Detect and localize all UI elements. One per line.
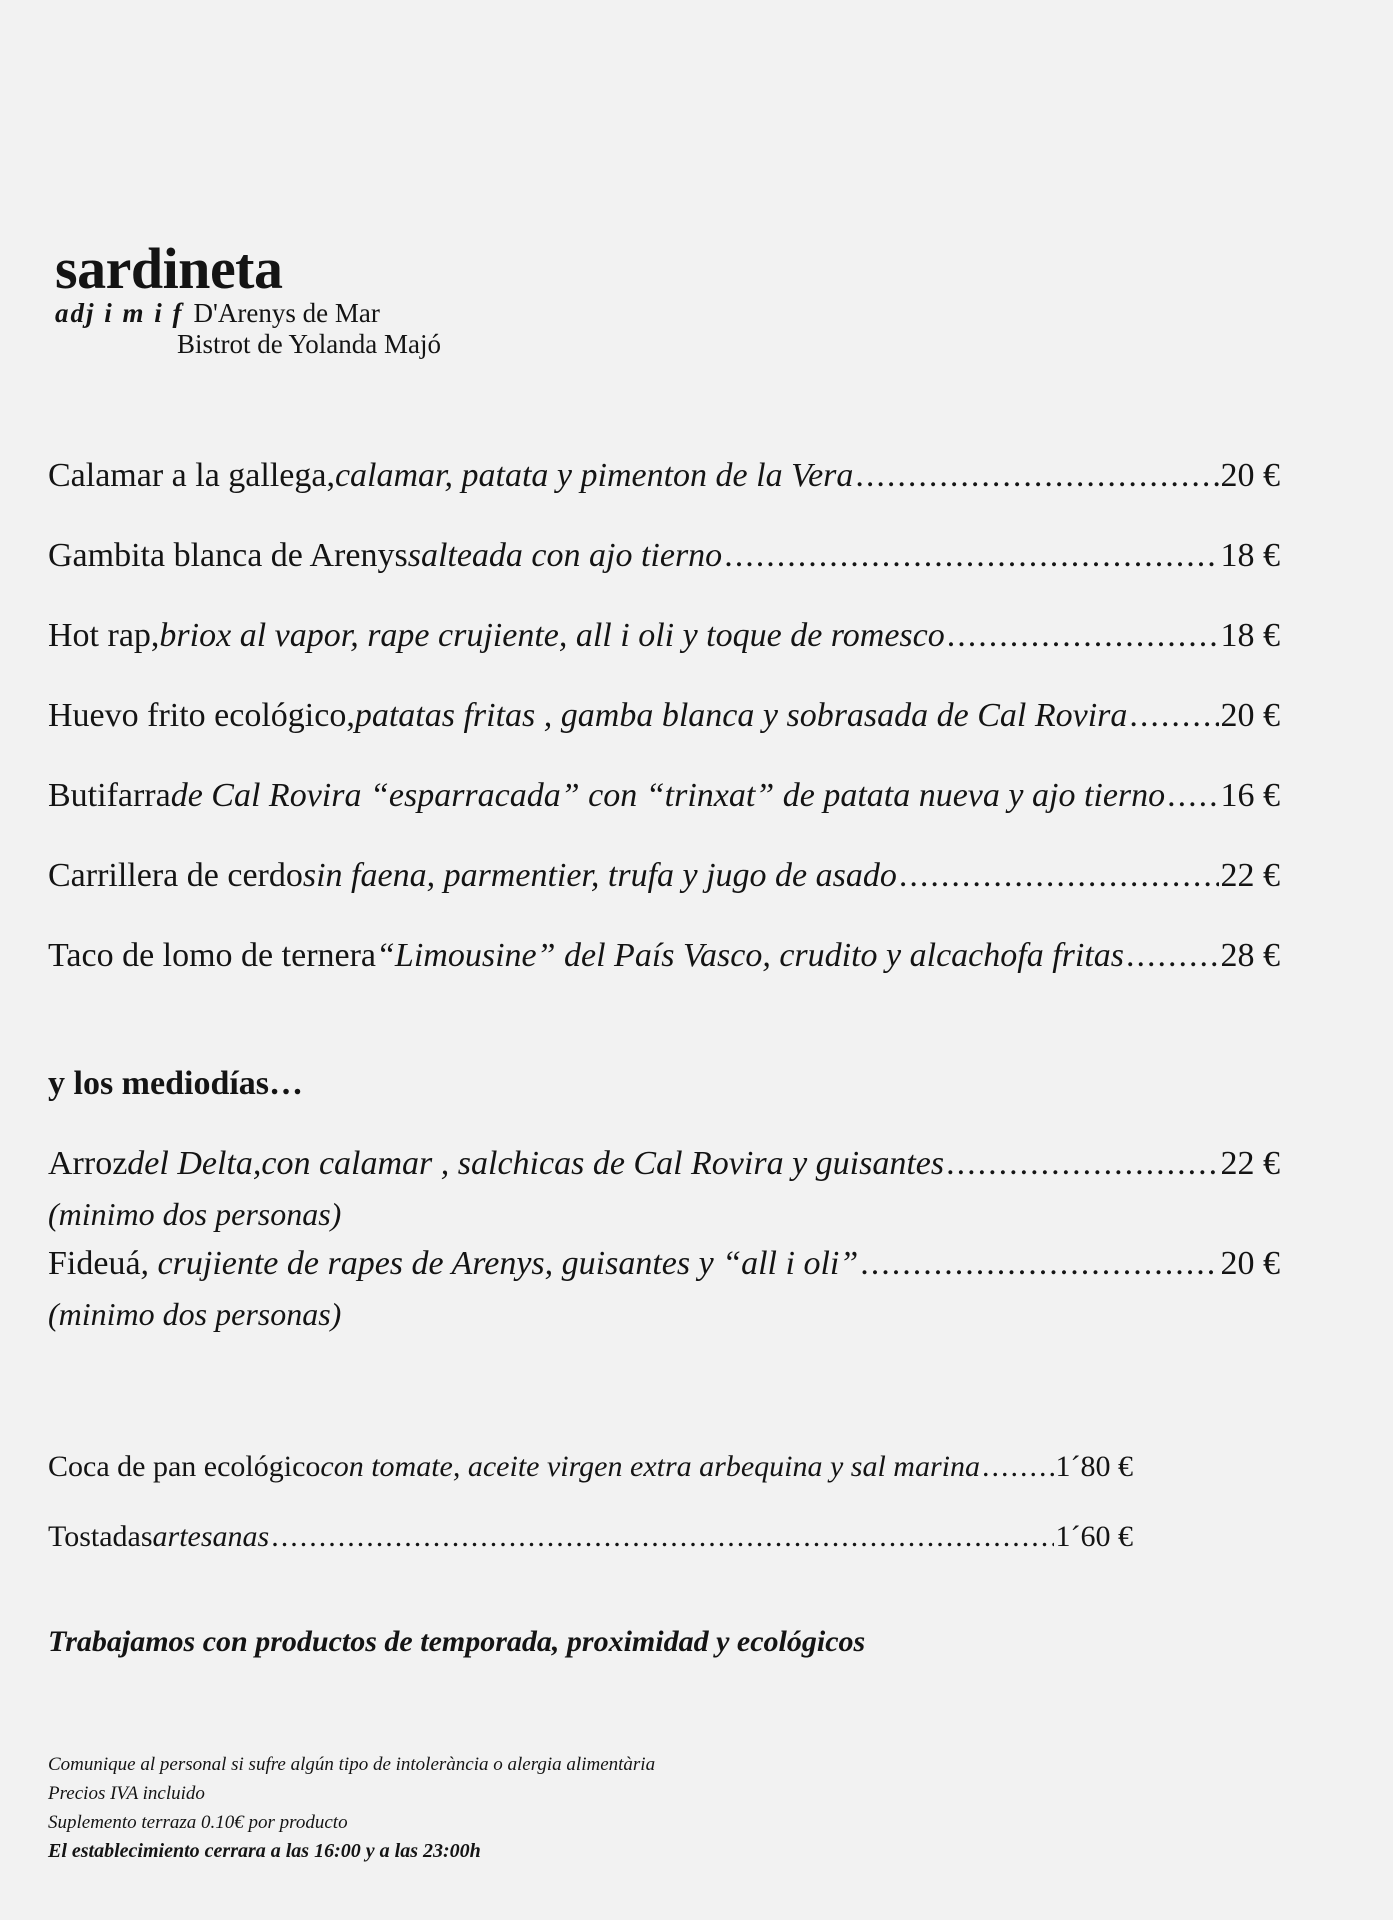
item-desc: salteada con ajo tierno [407,537,723,574]
item-name: Arroz [48,1145,128,1182]
item-name: Calamar a la gallega, [48,457,335,494]
menu-item [48,836,1280,916]
dot-leader [946,1138,1218,1190]
dot-leader [271,1502,1053,1572]
item-price: 18 € [1220,617,1280,654]
item-price: 1´60 € [1055,1520,1133,1553]
terrace-note: Suplemento terraza 0.10€ por producto [48,1812,348,1833]
item-price: 18 € [1220,537,1280,574]
extra-item [48,1432,1133,1502]
item-price: 22 € [1220,1145,1280,1182]
brand-abbr: adj i m i f [55,298,184,328]
dot-leader [899,836,1219,916]
closing-hours-note: El establecimiento cerrara a las 16:00 y a las 23:00h [48,1840,481,1862]
dot-leader [855,436,1218,516]
main-menu-list [48,436,1280,996]
dot-leader [1126,916,1219,996]
item-name: Tostadas [48,1520,153,1553]
item-name: Huevo frito ecológico, [48,697,355,734]
dot-leader [982,1432,1054,1502]
item-price: 20 € [1220,457,1280,494]
dot-leader [860,1238,1218,1290]
dot-leader [947,596,1219,676]
item-desc: con tomate, aceite virgen extra arbequina y sal marina [320,1450,980,1483]
item-name: Taco de lomo de ternera [48,937,377,974]
item-price: 28 € [1220,937,1280,974]
item-desc: briox al vapor, rape crujiente, all i oli y toque de romesco [159,617,945,654]
item-desc: sin faena, parmentier, trufa y jugo de asado [302,857,897,894]
menu-item [48,516,1280,596]
dot-leader [1167,756,1218,836]
item-desc: calamar, patata y pimenton de la Vera [334,457,854,494]
item-desc: “Limousine” del País Vasco, crudito y alcachofa fritas [376,937,1124,974]
extras-list [48,1432,1133,1572]
item-name: Carrillera de cerdo [48,857,303,894]
item-desc: , crujiente de rapes de Arenys, guisantes y “all i oli” [140,1245,859,1282]
item-name: Butifarra [48,777,171,814]
lunch-item [48,1238,1280,1290]
lunch-section-title: y los mediodías… [48,1065,304,1102]
allergy-note: Comunique al personal si sufre algún tipo de intolerància o alergia alimentària [48,1754,656,1775]
item-desc: artesanas [152,1520,270,1553]
item-name: Hot rap, [48,617,160,654]
footer-notes [48,1750,655,1866]
item-desc: de Cal Rovira “esparracada” con “trinxat” de patata nueva y ajo tierno [170,777,1166,814]
brand-name: sardineta [55,236,283,301]
menu-item [48,436,1280,516]
item-name: Gambita blanca de Arenys [48,537,408,574]
item-price: 22 € [1220,857,1280,894]
item-price: 1´80 € [1055,1450,1133,1483]
menu-item [48,676,1280,756]
brand-subtitle [55,298,441,329]
item-desc: patatas fritas , gamba blanca y sobrasada de Cal Rovira [354,697,1128,734]
item-name: Fideuá [48,1245,141,1282]
tagline: Trabajamos con productos de temporada, proximidad y ecológicos [48,1625,866,1658]
dot-leader [724,516,1218,596]
item-name: Coca de pan ecológico [48,1450,321,1483]
extra-item [48,1502,1133,1572]
item-price: 16 € [1220,777,1280,814]
vat-note: Precios IVA incluido [48,1783,205,1804]
item-note: (minimo dos personas) [48,1196,342,1232]
menu-item [48,756,1280,836]
brand-tagline: Bistrot de Yolanda Majó [177,329,442,360]
brand-location: D'Arenys de Mar [193,298,380,328]
menu-item [48,916,1280,996]
dot-leader [1129,676,1218,756]
lunch-menu-list [48,1138,1280,1338]
menu-item [48,596,1280,676]
item-note: (minimo dos personas) [48,1296,342,1332]
lunch-item [48,1138,1280,1190]
item-price: 20 € [1220,1245,1280,1282]
item-desc: del Delta,con calamar , salchicas de Cal Rovira y guisantes [127,1145,945,1182]
item-price: 20 € [1220,697,1280,734]
brand-block [55,236,442,360]
